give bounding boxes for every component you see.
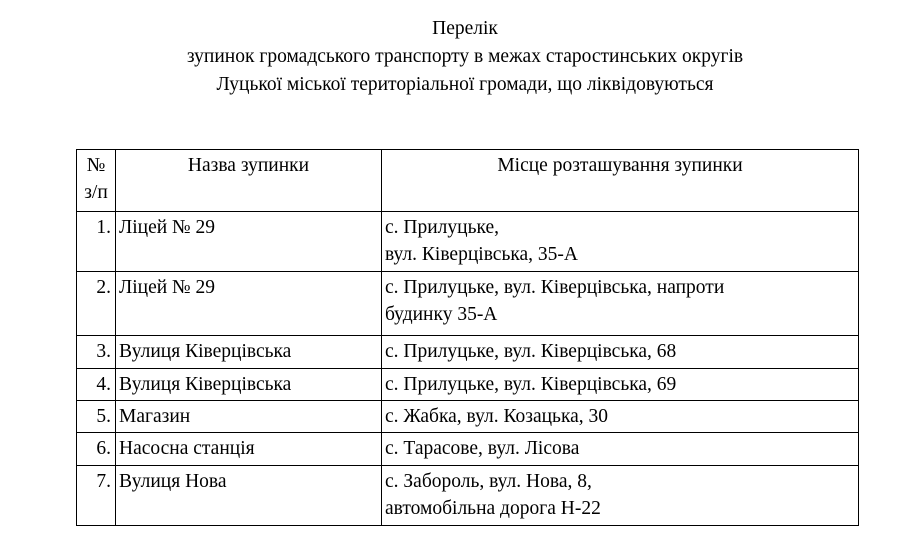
- row-number: 4.: [77, 369, 116, 401]
- table-row: [77, 212, 859, 272]
- stop-name: Магазин: [116, 401, 382, 433]
- location-line-1: с. Прилуцьке, вул. Ківерцівська, напроти: [385, 277, 725, 298]
- table-row: [77, 433, 859, 466]
- table-row: [77, 466, 859, 526]
- location-line-2: будинку 35-А: [385, 304, 498, 325]
- stop-location: [382, 433, 859, 466]
- stop-name: Вулиця Ківерцівська: [116, 369, 382, 401]
- title-line-3: Луцької міської територіальної громади, що ліквідовуються: [216, 74, 714, 95]
- header-number: [77, 150, 116, 212]
- location-line-1: с. Жабка, вул. Козацька, 30: [385, 406, 609, 427]
- document-title: [0, 15, 903, 99]
- stop-location: [382, 369, 859, 401]
- stop-name: Насосна станція: [116, 433, 382, 466]
- row-number: 1.: [77, 212, 116, 272]
- stop-name: Ліцей № 29: [116, 272, 382, 336]
- row-number: 7.: [77, 466, 116, 526]
- stops-table: [76, 149, 859, 526]
- location-line-1: с. Прилуцьке,: [385, 217, 500, 238]
- row-number: 6.: [77, 433, 116, 466]
- header-location: Місце розташування зупинки: [382, 150, 859, 212]
- stop-name: Вулиця Ківерцівська: [116, 336, 382, 369]
- location-line-2: вул. Ківерцівська, 35-А: [385, 244, 578, 265]
- table-row: [77, 272, 859, 336]
- title-line-2: зупинок громадського транспорту в межах старостинських округів: [186, 46, 744, 67]
- stop-location: [382, 212, 859, 272]
- row-number: 3.: [77, 336, 116, 369]
- stop-location: [382, 336, 859, 369]
- table-row: [77, 336, 859, 369]
- table-row: [77, 369, 859, 401]
- location-line-1: с. Прилуцьке, вул. Ківерцівська, 68: [385, 341, 677, 362]
- stop-name: Вулиця Нова: [116, 466, 382, 526]
- location-line-2: автомобільна дорога Н-22: [385, 498, 601, 519]
- table-row: [77, 401, 859, 433]
- stop-name: Ліцей № 29: [116, 212, 382, 272]
- header-number-line2: з/п: [84, 182, 108, 203]
- row-number: 5.: [77, 401, 116, 433]
- header-name: Назва зупинки: [116, 150, 382, 212]
- header-number-line1: №: [86, 155, 106, 176]
- stop-location: [382, 466, 859, 526]
- stop-location: [382, 272, 859, 336]
- row-number: 2.: [77, 272, 116, 336]
- location-line-1: с. Тарасове, вул. Лісова: [385, 438, 580, 459]
- table-header-row: [77, 150, 859, 212]
- location-line-1: с. Прилуцьке, вул. Ківерцівська, 69: [385, 374, 677, 395]
- title-line-1: Перелік: [432, 18, 498, 39]
- stop-location: [382, 401, 859, 433]
- location-line-1: с. Забороль, вул. Нова, 8,: [385, 471, 592, 492]
